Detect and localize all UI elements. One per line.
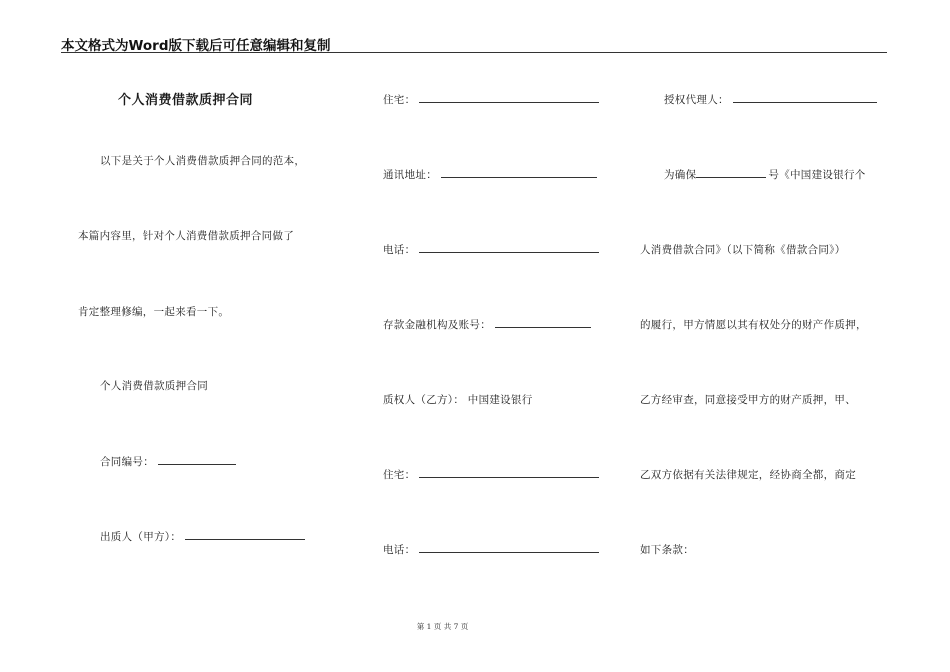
loan-contract-number-blank[interactable] bbox=[696, 168, 766, 178]
ensure-line bbox=[664, 168, 866, 182]
page-header: 本文格式为Word版下载后可任意编辑和复制 bbox=[61, 38, 331, 54]
header-divider bbox=[61, 52, 887, 53]
agent-blank[interactable] bbox=[733, 93, 877, 103]
phone2-field bbox=[383, 543, 599, 557]
contract-number-field bbox=[100, 455, 236, 469]
pledgor-label: 出质人（甲方）： bbox=[100, 531, 182, 543]
agent-field bbox=[664, 93, 877, 107]
pledgor-field bbox=[100, 530, 305, 544]
body-line-2: 人消费借款合同》（以下简称《借款合同》） bbox=[640, 244, 846, 256]
agent-label: 授权代理人： bbox=[664, 94, 729, 106]
phone2-blank[interactable] bbox=[419, 543, 599, 553]
residence2-label: 住宅： bbox=[383, 469, 416, 481]
residence2-blank[interactable] bbox=[419, 468, 599, 478]
contract-number-label: 合同编号： bbox=[100, 456, 154, 468]
residence2-field bbox=[383, 468, 599, 482]
pledgor-blank[interactable] bbox=[185, 530, 305, 540]
bank-account-label: 存款金融机构及账号： bbox=[383, 319, 491, 331]
body-line-3: 的履行，甲方情愿以其有权处分的财产作质押， bbox=[640, 319, 867, 331]
pledgee-line: 质权人（乙方）： 中国建设银行 bbox=[383, 394, 533, 406]
residence-field bbox=[383, 93, 599, 107]
ensure-text-a: 为确保 bbox=[664, 169, 697, 181]
body-line-4: 乙方经审查，同意接受甲方的财产质押，甲、 bbox=[640, 394, 856, 406]
bank-account-field bbox=[383, 318, 591, 332]
page-footer: 第 1 页 共 7 页 bbox=[416, 622, 469, 631]
document-title: 个人消费借款质押合同 bbox=[118, 93, 254, 108]
address-label: 通讯地址： bbox=[383, 169, 437, 181]
phone2-label: 电话： bbox=[383, 544, 416, 556]
intro-line-1: 以下是关于个人消费借款质押合同的范本， bbox=[100, 155, 306, 167]
intro-line-3: 肯定整理修编，一起来看一下。 bbox=[78, 306, 230, 318]
contract-subtitle: 个人消费借款质押合同 bbox=[100, 380, 208, 392]
ensure-text-b: 号《中国建设银行个 bbox=[768, 169, 866, 181]
address-blank[interactable] bbox=[441, 168, 597, 178]
phone-label: 电话： bbox=[383, 244, 416, 256]
body-line-6: 如下条款： bbox=[640, 544, 694, 556]
residence-blank[interactable] bbox=[419, 93, 599, 103]
body-line-5: 乙双方依据有关法律规定，经协商全都，商定 bbox=[640, 469, 856, 481]
bank-account-blank[interactable] bbox=[495, 318, 591, 328]
intro-line-2: 本篇内容里，针对个人消费借款质押合同做了 bbox=[78, 230, 294, 242]
address-field bbox=[383, 168, 597, 182]
phone-field bbox=[383, 243, 599, 257]
residence-label: 住宅： bbox=[383, 94, 416, 106]
contract-number-blank[interactable] bbox=[158, 455, 236, 465]
phone-blank[interactable] bbox=[419, 243, 599, 253]
